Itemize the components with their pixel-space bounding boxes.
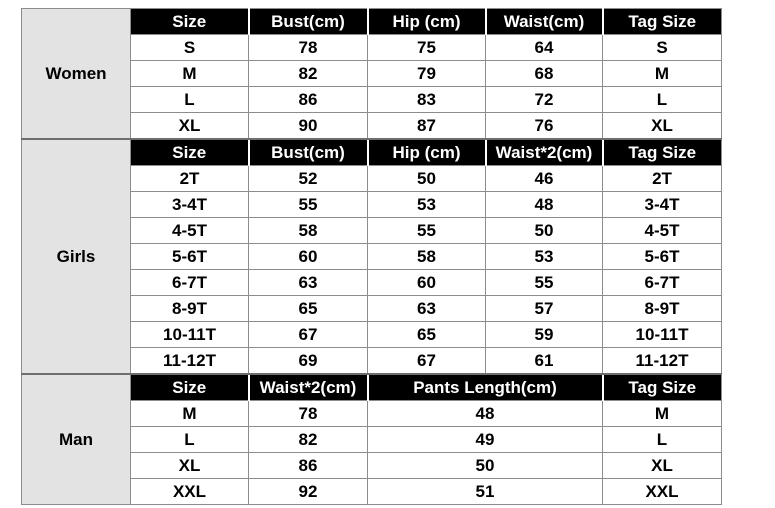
girls-table-cell: 58 <box>368 244 486 270</box>
girls-table-cell: 10-11T <box>131 322 249 348</box>
girls-table-cell: 5-6T <box>603 244 722 270</box>
girls-table-cell: 60 <box>368 270 486 296</box>
women-table-cell: 82 <box>249 61 368 87</box>
girls-column-header: Hip (cm) <box>368 139 486 166</box>
women-table-cell: M <box>131 61 249 87</box>
man-table-cell: 48 <box>368 401 603 427</box>
girls-column-header: Tag Size <box>603 139 722 166</box>
man-table-cell: XL <box>603 453 722 479</box>
women-column-header: Tag Size <box>603 9 722 35</box>
girls-table-cell: 3-4T <box>603 192 722 218</box>
women-table-cell: S <box>603 35 722 61</box>
man-table-cell: XXL <box>603 479 722 505</box>
girls-header-row <box>22 139 722 166</box>
man-column-header: Size <box>131 374 249 401</box>
girls-column-header: Waist*2(cm) <box>486 139 603 166</box>
women-table-cell: 75 <box>368 35 486 61</box>
girls-table-cell: 67 <box>249 322 368 348</box>
women-table-cell: 83 <box>368 87 486 113</box>
girls-table-cell: 63 <box>249 270 368 296</box>
women-table-cell: XL <box>131 113 249 140</box>
women-header-row <box>22 9 722 35</box>
girls-table-cell: 11-12T <box>131 348 249 375</box>
girls-table-cell: 53 <box>486 244 603 270</box>
girls-table-cell: 69 <box>249 348 368 375</box>
man-table-cell: 78 <box>249 401 368 427</box>
man-column-header: Tag Size <box>603 374 722 401</box>
girls-table-cell: 2T <box>603 166 722 192</box>
women-table-cell: 68 <box>486 61 603 87</box>
women-table-cell: 79 <box>368 61 486 87</box>
girls-table-cell: 52 <box>249 166 368 192</box>
girls-table-cell: 63 <box>368 296 486 322</box>
man-table-cell: L <box>603 427 722 453</box>
women-table-cell: 72 <box>486 87 603 113</box>
girls-table-cell: 46 <box>486 166 603 192</box>
girls-table-cell: 10-11T <box>603 322 722 348</box>
girls-table-cell: 60 <box>249 244 368 270</box>
man-table-cell: 92 <box>249 479 368 505</box>
girls-table-cell: 61 <box>486 348 603 375</box>
women-table-cell: M <box>603 61 722 87</box>
girls-table-cell: 67 <box>368 348 486 375</box>
man-table-cell: 49 <box>368 427 603 453</box>
girls-table-cell: 6-7T <box>131 270 249 296</box>
girls-table-cell: 6-7T <box>603 270 722 296</box>
man-table-cell: 82 <box>249 427 368 453</box>
women-table-cell: S <box>131 35 249 61</box>
girls-table-cell: 11-12T <box>603 348 722 375</box>
women-table-cell: 64 <box>486 35 603 61</box>
women-column-header: Size <box>131 9 249 35</box>
girls-table-cell: 48 <box>486 192 603 218</box>
women-column-header: Hip (cm) <box>368 9 486 35</box>
girls-table-cell: 65 <box>368 322 486 348</box>
women-table-cell: L <box>603 87 722 113</box>
women-column-header: Waist(cm) <box>486 9 603 35</box>
girls-column-header: Bust(cm) <box>249 139 368 166</box>
girls-table-cell: 65 <box>249 296 368 322</box>
girls-group-label: Girls <box>22 139 131 374</box>
women-table-cell: 87 <box>368 113 486 140</box>
girls-table-cell: 2T <box>131 166 249 192</box>
women-table-cell: L <box>131 87 249 113</box>
man-table-cell: M <box>131 401 249 427</box>
man-table-cell: L <box>131 427 249 453</box>
girls-table-cell: 8-9T <box>131 296 249 322</box>
girls-table-cell: 53 <box>368 192 486 218</box>
girls-table-cell: 5-6T <box>131 244 249 270</box>
man-header-row <box>22 374 722 401</box>
women-table-cell: 86 <box>249 87 368 113</box>
man-group-label: Man <box>22 374 131 505</box>
girls-table-cell: 59 <box>486 322 603 348</box>
girls-table-cell: 55 <box>249 192 368 218</box>
girls-table-cell: 57 <box>486 296 603 322</box>
man-table-cell: 51 <box>368 479 603 505</box>
girls-table-cell: 50 <box>486 218 603 244</box>
man-table-cell: XXL <box>131 479 249 505</box>
girls-table-cell: 50 <box>368 166 486 192</box>
women-table-cell: 90 <box>249 113 368 140</box>
girls-table-cell: 3-4T <box>131 192 249 218</box>
girls-table-cell: 4-5T <box>131 218 249 244</box>
man-table-cell: M <box>603 401 722 427</box>
women-table-cell: 78 <box>249 35 368 61</box>
man-table-cell: 86 <box>249 453 368 479</box>
man-table-cell: XL <box>131 453 249 479</box>
women-group-label: Women <box>22 9 131 140</box>
girls-table-cell: 55 <box>368 218 486 244</box>
girls-table-cell: 4-5T <box>603 218 722 244</box>
girls-column-header: Size <box>131 139 249 166</box>
girls-table-cell: 55 <box>486 270 603 296</box>
women-column-header: Bust(cm) <box>249 9 368 35</box>
man-table-cell: 50 <box>368 453 603 479</box>
man-column-header: Waist*2(cm) <box>249 374 368 401</box>
man-column-header: Pants Length(cm) <box>368 374 603 401</box>
size-chart-table <box>21 8 722 505</box>
girls-table-cell: 8-9T <box>603 296 722 322</box>
women-table-cell: 76 <box>486 113 603 140</box>
girls-table-cell: 58 <box>249 218 368 244</box>
women-table-cell: XL <box>603 113 722 140</box>
